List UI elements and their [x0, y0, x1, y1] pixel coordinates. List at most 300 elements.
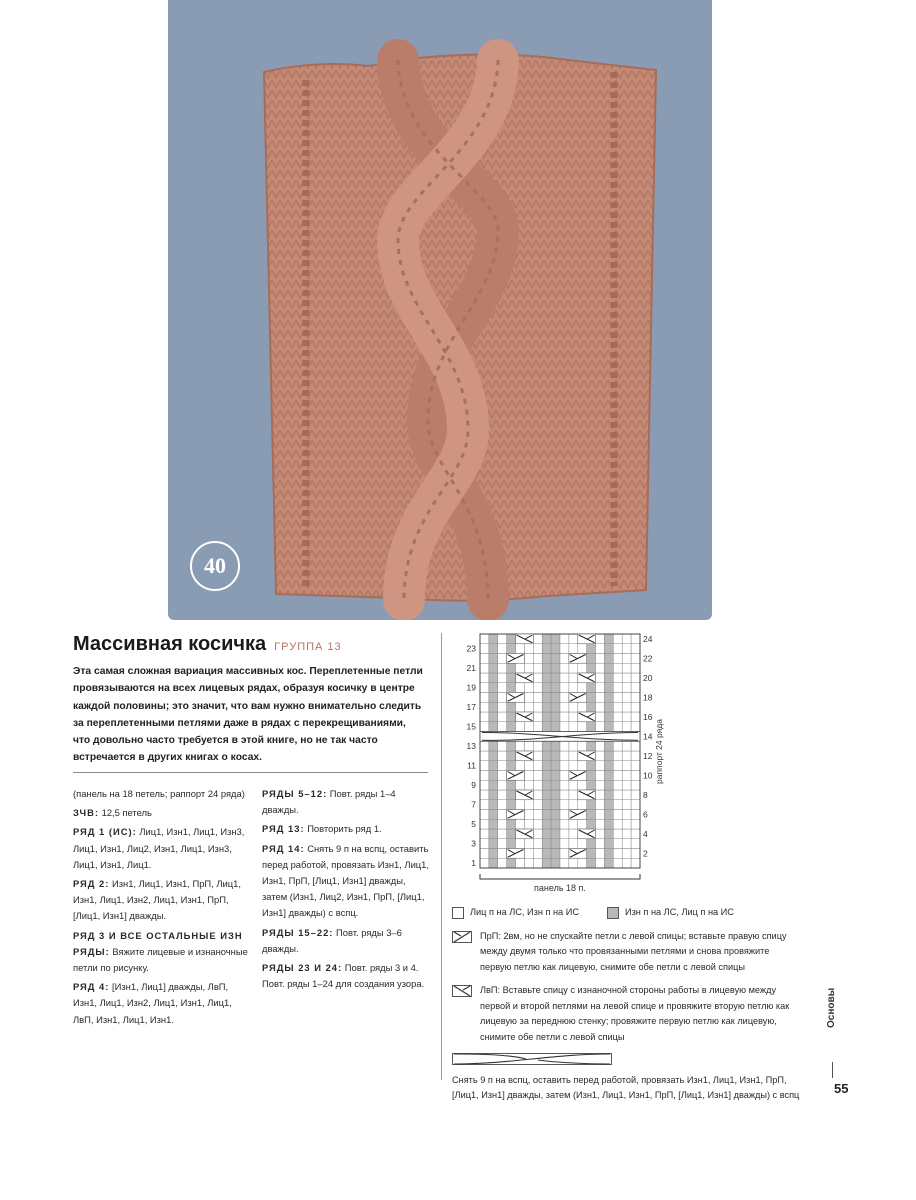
chart-cell-knit — [560, 780, 569, 790]
section-label: Основы — [826, 987, 837, 1028]
chart-cell-knit — [631, 771, 640, 781]
chart-cell-purl — [507, 634, 516, 644]
chart-cell-knit — [596, 829, 605, 839]
chart-cell-purl — [542, 800, 551, 810]
chart-cell-knit — [524, 800, 533, 810]
chart-cell-purl — [604, 780, 613, 790]
legend-knit — [452, 905, 579, 921]
chart-cell-knit — [498, 839, 507, 849]
chart-cell-knit — [622, 644, 631, 654]
chart-cell-knit — [613, 712, 622, 722]
row-label-right: 10 — [643, 770, 653, 781]
chart-cell-knit — [516, 800, 525, 810]
chart-cell-knit — [631, 751, 640, 761]
chart-cell-knit — [569, 751, 578, 761]
chart-cell-knit — [613, 751, 622, 761]
chart-cell-knit — [498, 790, 507, 800]
pattern-title: Массивная косичка — [73, 633, 267, 655]
chart-cell-knit — [613, 780, 622, 790]
chart-cell-purl — [587, 780, 596, 790]
chart-right-twist — [507, 654, 525, 664]
repeat-label: раппорт 24 ряда — [654, 719, 664, 784]
chart-cell-purl — [551, 800, 560, 810]
chart-cell-knit — [613, 761, 622, 771]
chart-cell-purl — [542, 683, 551, 693]
chart-cell-knit — [613, 741, 622, 751]
instruction-paragraph — [73, 876, 248, 925]
chart-cell-knit — [533, 800, 542, 810]
chart-cell-knit — [533, 712, 542, 722]
chart-cell-purl — [551, 790, 560, 800]
chart-cell-knit — [613, 722, 622, 732]
chart-cell-knit — [578, 800, 587, 810]
chart-cell-knit — [596, 810, 605, 820]
row-label-right: 2 — [643, 848, 648, 859]
chart-cell-purl — [604, 644, 613, 654]
page-number: 55 — [834, 1081, 849, 1096]
chart-cell-purl — [489, 654, 498, 664]
row-label-left: 21 — [466, 663, 476, 674]
row-label-left: 19 — [466, 682, 476, 693]
chart-cell-knit — [622, 693, 631, 703]
chart-right-twist — [507, 810, 525, 820]
chart-cell-knit — [533, 644, 542, 654]
chart-cell-knit — [631, 644, 640, 654]
row-label-right: 22 — [643, 653, 653, 664]
chart-cell-knit — [480, 712, 489, 722]
chart-cell-purl — [507, 741, 516, 751]
chart-left-twist — [578, 673, 596, 683]
chart-cell-knit — [524, 663, 533, 673]
chart-cell-purl — [542, 849, 551, 859]
chart-cell-purl — [551, 644, 560, 654]
chart-cell-knit — [569, 819, 578, 829]
chart-cell-knit — [524, 849, 533, 859]
chart-cell-knit — [631, 722, 640, 732]
chart-cell-purl — [542, 761, 551, 771]
instruction-paragraph — [73, 805, 248, 821]
chart-cell-knit — [524, 702, 533, 712]
chart-cell-knit — [524, 644, 533, 654]
chart-cell-purl — [542, 722, 551, 732]
chart-cell-knit — [498, 683, 507, 693]
chart-cell-purl — [604, 858, 613, 868]
chart-cell-purl — [551, 810, 560, 820]
chart-cell-knit — [569, 712, 578, 722]
chart-cell-purl — [587, 819, 596, 829]
chart-cell-knit — [516, 683, 525, 693]
chart-cell-knit — [631, 849, 640, 859]
chart-cell-purl — [587, 722, 596, 732]
row-label-right: 18 — [643, 692, 653, 703]
chart-cell-knit — [613, 790, 622, 800]
legend-purl — [607, 905, 734, 921]
chart-cell-knit — [560, 702, 569, 712]
chart-left-twist — [578, 751, 596, 761]
chart-cell-knit — [498, 829, 507, 839]
row-label-right: 6 — [643, 809, 648, 820]
legend-purl-text: Изн п на ЛС, Лиц п на ИС — [624, 907, 734, 917]
chart-cell-knit — [622, 849, 631, 859]
chart-cell-knit — [533, 741, 542, 751]
chart-cell-knit — [533, 858, 542, 868]
chart-cell-knit — [498, 693, 507, 703]
chart-cell-knit — [596, 771, 605, 781]
chart-right-twist — [507, 849, 525, 859]
chart-cell-knit — [480, 654, 489, 664]
chart-cell-purl — [587, 702, 596, 712]
chart-cell-knit — [498, 673, 507, 683]
chart-cell-purl — [604, 771, 613, 781]
chart-cell-purl — [551, 673, 560, 683]
chart-cell-knit — [613, 673, 622, 683]
chart-cell-knit — [480, 829, 489, 839]
chart-cell-knit — [596, 780, 605, 790]
chart-cell-knit — [560, 673, 569, 683]
instruction-text: (панель на 18 петель; раппорт 24 ряда) — [73, 788, 245, 799]
chart-cell-knit — [613, 839, 622, 849]
chart-cell-purl — [542, 663, 551, 673]
chart-left-twist — [516, 790, 534, 800]
chart-cell-purl — [542, 654, 551, 664]
chart-cell-purl — [604, 712, 613, 722]
chart-cell-knit — [498, 819, 507, 829]
chart-cell-knit — [596, 790, 605, 800]
chart-cell-purl — [507, 722, 516, 732]
chart-cell-knit — [631, 829, 640, 839]
chart-cell-knit — [569, 858, 578, 868]
chart-cell-purl — [507, 673, 516, 683]
chart-cell-purl — [551, 702, 560, 712]
chart-cell-purl — [489, 702, 498, 712]
row-label-right: 24 — [643, 633, 653, 644]
instruction-label: РЯД 14: — [262, 842, 305, 854]
chart-cell-knit — [560, 663, 569, 673]
chart-cell-knit — [578, 858, 587, 868]
chart-cell-knit — [613, 819, 622, 829]
chart-cell-knit — [631, 683, 640, 693]
chart-right-twist — [569, 654, 587, 664]
legend-knit-text: Лиц п на ЛС, Изн п на ИС — [470, 907, 579, 917]
chart-legend — [452, 905, 802, 1104]
chart-cell-knit — [560, 771, 569, 781]
chart-cell-knit — [631, 741, 640, 751]
chart-cell-knit — [569, 722, 578, 732]
chart-cell-purl — [551, 683, 560, 693]
row-label-left: 3 — [471, 838, 476, 849]
row-label-left: 1 — [471, 858, 476, 869]
stitch-chart — [450, 628, 690, 898]
chart-cell-knit — [596, 634, 605, 644]
chart-cell-purl — [489, 771, 498, 781]
chart-left-twist — [516, 712, 534, 722]
chart-cell-purl — [587, 683, 596, 693]
row-label-left: 11 — [467, 760, 476, 771]
instruction-paragraph — [73, 979, 248, 1028]
chart-cell-knit — [613, 693, 622, 703]
chart-cell-purl — [587, 761, 596, 771]
chart-cell-purl — [489, 751, 498, 761]
chart-cell-knit — [480, 683, 489, 693]
left-twist-icon — [452, 985, 472, 997]
chart-cell-knit — [578, 722, 587, 732]
chart-cell-knit — [524, 693, 533, 703]
chart-cell-purl — [551, 634, 560, 644]
chart-cell-purl — [604, 634, 613, 644]
chart-cell-knit — [524, 819, 533, 829]
chart-cell-knit — [569, 702, 578, 712]
chart-left-twist — [578, 790, 596, 800]
chart-cell-knit — [631, 790, 640, 800]
chart-cell-purl — [542, 693, 551, 703]
chart-cell-knit — [613, 771, 622, 781]
chart-cell-purl — [542, 819, 551, 829]
chart-cell-knit — [533, 790, 542, 800]
chart-cell-knit — [569, 839, 578, 849]
instruction-text: [Изн1, Лиц1] дважды, ЛвП, Изн1, Лиц1, Изн2, Лиц1, Изн1, Лиц1, ЛвП, Изн1, Лиц1, Изн1. — [73, 981, 232, 1025]
chart-cell-knit — [480, 702, 489, 712]
instruction-text: Снять 9 п на вспц, оставить перед работой, провязать Изн1, Лиц1, Изн1, ПрП, [Лиц1, Изн1] дважды, затем (Изн1, Лиц2, Изн1, ПрП, [Лиц1, Изн1] дважды) с вспц. — [262, 842, 429, 919]
row-label-right: 8 — [643, 789, 648, 800]
chart-cell-purl — [489, 683, 498, 693]
chart-cell-knit — [524, 858, 533, 868]
chart-cell-knit — [533, 751, 542, 761]
chart-cell-knit — [569, 741, 578, 751]
instruction-text: Вяжите лицевые и изнаночные петли по рисунку. — [73, 945, 248, 974]
chart-cell-knit — [524, 654, 533, 664]
chart-cell-purl — [507, 751, 516, 761]
knit-swatch-icon — [452, 907, 464, 919]
chart-cell-knit — [596, 644, 605, 654]
chart-cell-purl — [587, 693, 596, 703]
chart-cell-purl — [507, 712, 516, 722]
chart-cell-knit — [569, 634, 578, 644]
chart-cell-purl — [604, 673, 613, 683]
chart-cell-knit — [533, 722, 542, 732]
chart-cell-knit — [498, 654, 507, 664]
chart-cell-knit — [622, 771, 631, 781]
chart-cell-knit — [596, 683, 605, 693]
instruction-paragraph — [73, 824, 248, 873]
chart-cell-purl — [507, 761, 516, 771]
chart-cell-knit — [569, 663, 578, 673]
chart-cell-knit — [498, 800, 507, 810]
chart-cell-knit — [569, 644, 578, 654]
chart-cell-knit — [622, 712, 631, 722]
chart-cell-purl — [551, 771, 560, 781]
chart-cell-knit — [596, 722, 605, 732]
chart-cell-knit — [480, 780, 489, 790]
chart-cell-knit — [596, 663, 605, 673]
chart-cell-knit — [622, 810, 631, 820]
chart-cell-knit — [560, 722, 569, 732]
chart-cell-purl — [542, 829, 551, 839]
chart-cell-purl — [489, 761, 498, 771]
chart-cell-purl — [551, 693, 560, 703]
chart-cell-purl — [542, 780, 551, 790]
chart-cell-knit — [596, 693, 605, 703]
chart-cell-purl — [604, 693, 613, 703]
chart-cell-knit — [480, 790, 489, 800]
panel-label: панель 18 п. — [534, 883, 586, 893]
chart-cell-purl — [587, 654, 596, 664]
chart-cell-knit — [622, 790, 631, 800]
chart-cell-knit — [498, 741, 507, 751]
instruction-paragraph — [262, 925, 430, 957]
chart-cell-knit — [613, 858, 622, 868]
chart-cell-knit — [596, 751, 605, 761]
chart-cell-knit — [622, 634, 631, 644]
chart-right-twist — [507, 771, 525, 781]
instruction-paragraph — [73, 786, 248, 802]
chart-cell-purl — [604, 829, 613, 839]
chart-cell-knit — [631, 819, 640, 829]
chart-cell-knit — [560, 683, 569, 693]
chart-cell-knit — [480, 771, 489, 781]
chart-cell-knit — [560, 858, 569, 868]
chart-cell-purl — [604, 790, 613, 800]
chart-cell-knit — [524, 722, 533, 732]
row-label-left: 7 — [471, 799, 476, 810]
instruction-label: РЯД 4: — [73, 981, 110, 993]
chart-cell-knit — [516, 858, 525, 868]
chart-cell-knit — [524, 761, 533, 771]
chart-cell-knit — [631, 663, 640, 673]
instruction-text: Повт. ряды 3–6 дважды. — [262, 926, 402, 954]
chart-cell-purl — [604, 839, 613, 849]
chart-cell-knit — [631, 761, 640, 771]
chart-cell-knit — [578, 702, 587, 712]
chart-cell-knit — [533, 839, 542, 849]
chart-cell-purl — [551, 712, 560, 722]
chart-left-twist — [578, 829, 596, 839]
chart-cell-purl — [542, 644, 551, 654]
chart-cell-purl — [604, 663, 613, 673]
row-label-right: 14 — [643, 731, 653, 742]
instruction-paragraph — [262, 786, 430, 818]
chart-cell-knit — [516, 780, 525, 790]
chart-cell-knit — [533, 702, 542, 712]
chart-cell-purl — [542, 751, 551, 761]
chart-cell-knit — [524, 810, 533, 820]
chart-cell-knit — [569, 800, 578, 810]
chart-cell-knit — [622, 722, 631, 732]
chart-cell-knit — [480, 839, 489, 849]
chart-cell-purl — [551, 751, 560, 761]
chart-cell-knit — [622, 702, 631, 712]
chart-cell-knit — [613, 663, 622, 673]
chart-cell-purl — [542, 858, 551, 868]
chart-cell-knit — [622, 858, 631, 868]
chart-cell-purl — [489, 663, 498, 673]
chart-cell-knit — [560, 810, 569, 820]
chart-cell-knit — [578, 663, 587, 673]
chart-cell-purl — [604, 702, 613, 712]
chart-cell-knit — [596, 839, 605, 849]
row-label-left: 17 — [466, 702, 476, 713]
chart-cell-knit — [480, 751, 489, 761]
chart-cell-knit — [560, 741, 569, 751]
chart-cell-knit — [613, 810, 622, 820]
row-label-right: 16 — [643, 711, 653, 722]
chart-cell-purl — [489, 673, 498, 683]
legend-cable-text: Снять 9 п на вспц, оставить перед работой, провязать Изн1, Лиц1, Изн1, ПрП, [Лиц1, Изн1] дважды, затем (Изн1, Лиц1, Изн1, ПрП, [Лиц1, Изн1] дважды) с вспц — [452, 1074, 800, 1100]
chart-cell-purl — [587, 858, 596, 868]
instruction-text: Лиц1, Изн1, Лиц1, Изн3, Лиц1, Изн1, Лиц2, Изн1, Лиц1, Изн3, Лиц1, Изн1, Лиц1. — [73, 826, 245, 870]
purl-swatch-icon — [607, 907, 619, 919]
row-label-left: 15 — [466, 721, 476, 732]
chart-cell-knit — [516, 663, 525, 673]
chart-cell-knit — [631, 634, 640, 644]
chart-cell-knit — [578, 644, 587, 654]
chart-cell-knit — [498, 702, 507, 712]
chart-cell-knit — [560, 644, 569, 654]
instruction-paragraph — [262, 821, 430, 837]
swatch-photo — [168, 0, 712, 620]
divider — [73, 772, 428, 773]
chart-cell-knit — [578, 780, 587, 790]
chart-cell-purl — [551, 858, 560, 868]
chart-cell-purl — [489, 712, 498, 722]
chart-cell-knit — [533, 829, 542, 839]
chart-cell-knit — [578, 839, 587, 849]
chart-cell-purl — [489, 722, 498, 732]
section-rule — [832, 1062, 833, 1078]
chart-cell-knit — [613, 702, 622, 712]
chart-cell-knit — [498, 780, 507, 790]
chart-cell-knit — [498, 751, 507, 761]
chart-cell-purl — [604, 819, 613, 829]
chart-cell-knit — [533, 693, 542, 703]
chart-cell-knit — [524, 780, 533, 790]
chart-cell-purl — [489, 810, 498, 820]
legend-lt — [452, 983, 802, 1045]
chart-cell-knit — [560, 693, 569, 703]
chart-cell-knit — [622, 654, 631, 664]
chart-cell-purl — [551, 741, 560, 751]
chart-left-twist — [516, 751, 534, 761]
chart-cell-knit — [560, 829, 569, 839]
instruction-text: Изн1, Лиц1, Изн1, ПрП, Лиц1, Изн1, Лиц1, Изн2, Лиц1, Изн1, ПрП, [Лиц1, Изн1] дважды. — [73, 878, 241, 922]
pattern-intro: Эта самая сложная вариация массивных кос. Переплетенные петли провязываются на всех лицевых рядах, образуя косичку в центре каждой половины; это значит, что вам нужно внимательно следить за переплетенными петлями даже в рядах с перекрещиваниями, что довольно часто требуется в этой книге, но не так часто встречается в других книгах о косах. — [73, 666, 423, 764]
instruction-label: РЯД 1 (ИС): — [73, 826, 137, 838]
chart-cell-knit — [524, 839, 533, 849]
chart-cell-knit — [498, 634, 507, 644]
chart-cell-purl — [551, 663, 560, 673]
chart-cell-purl — [542, 702, 551, 712]
chart-cell-purl — [489, 858, 498, 868]
chart-cell-knit — [480, 800, 489, 810]
chart-right-twist — [507, 693, 525, 703]
instruction-text: Повт. ряды 1–4 дважды. — [262, 788, 396, 816]
chart-cell-knit — [560, 849, 569, 859]
chart-right-twist — [569, 810, 587, 820]
pattern-heading — [73, 633, 342, 656]
chart-cell-knit — [622, 829, 631, 839]
chart-cell-purl — [587, 741, 596, 751]
chart-cell-purl — [551, 780, 560, 790]
chart-cell-knit — [578, 761, 587, 771]
swatch-illustration — [168, 0, 712, 620]
chart-cell-knit — [631, 810, 640, 820]
chart-cell-knit — [569, 761, 578, 771]
chart-cell-purl — [489, 790, 498, 800]
chart-cell-knit — [622, 839, 631, 849]
chart-cell-knit — [560, 654, 569, 664]
chart-cell-purl — [489, 839, 498, 849]
row-label-right: 20 — [643, 672, 653, 683]
chart-cell-purl — [542, 771, 551, 781]
